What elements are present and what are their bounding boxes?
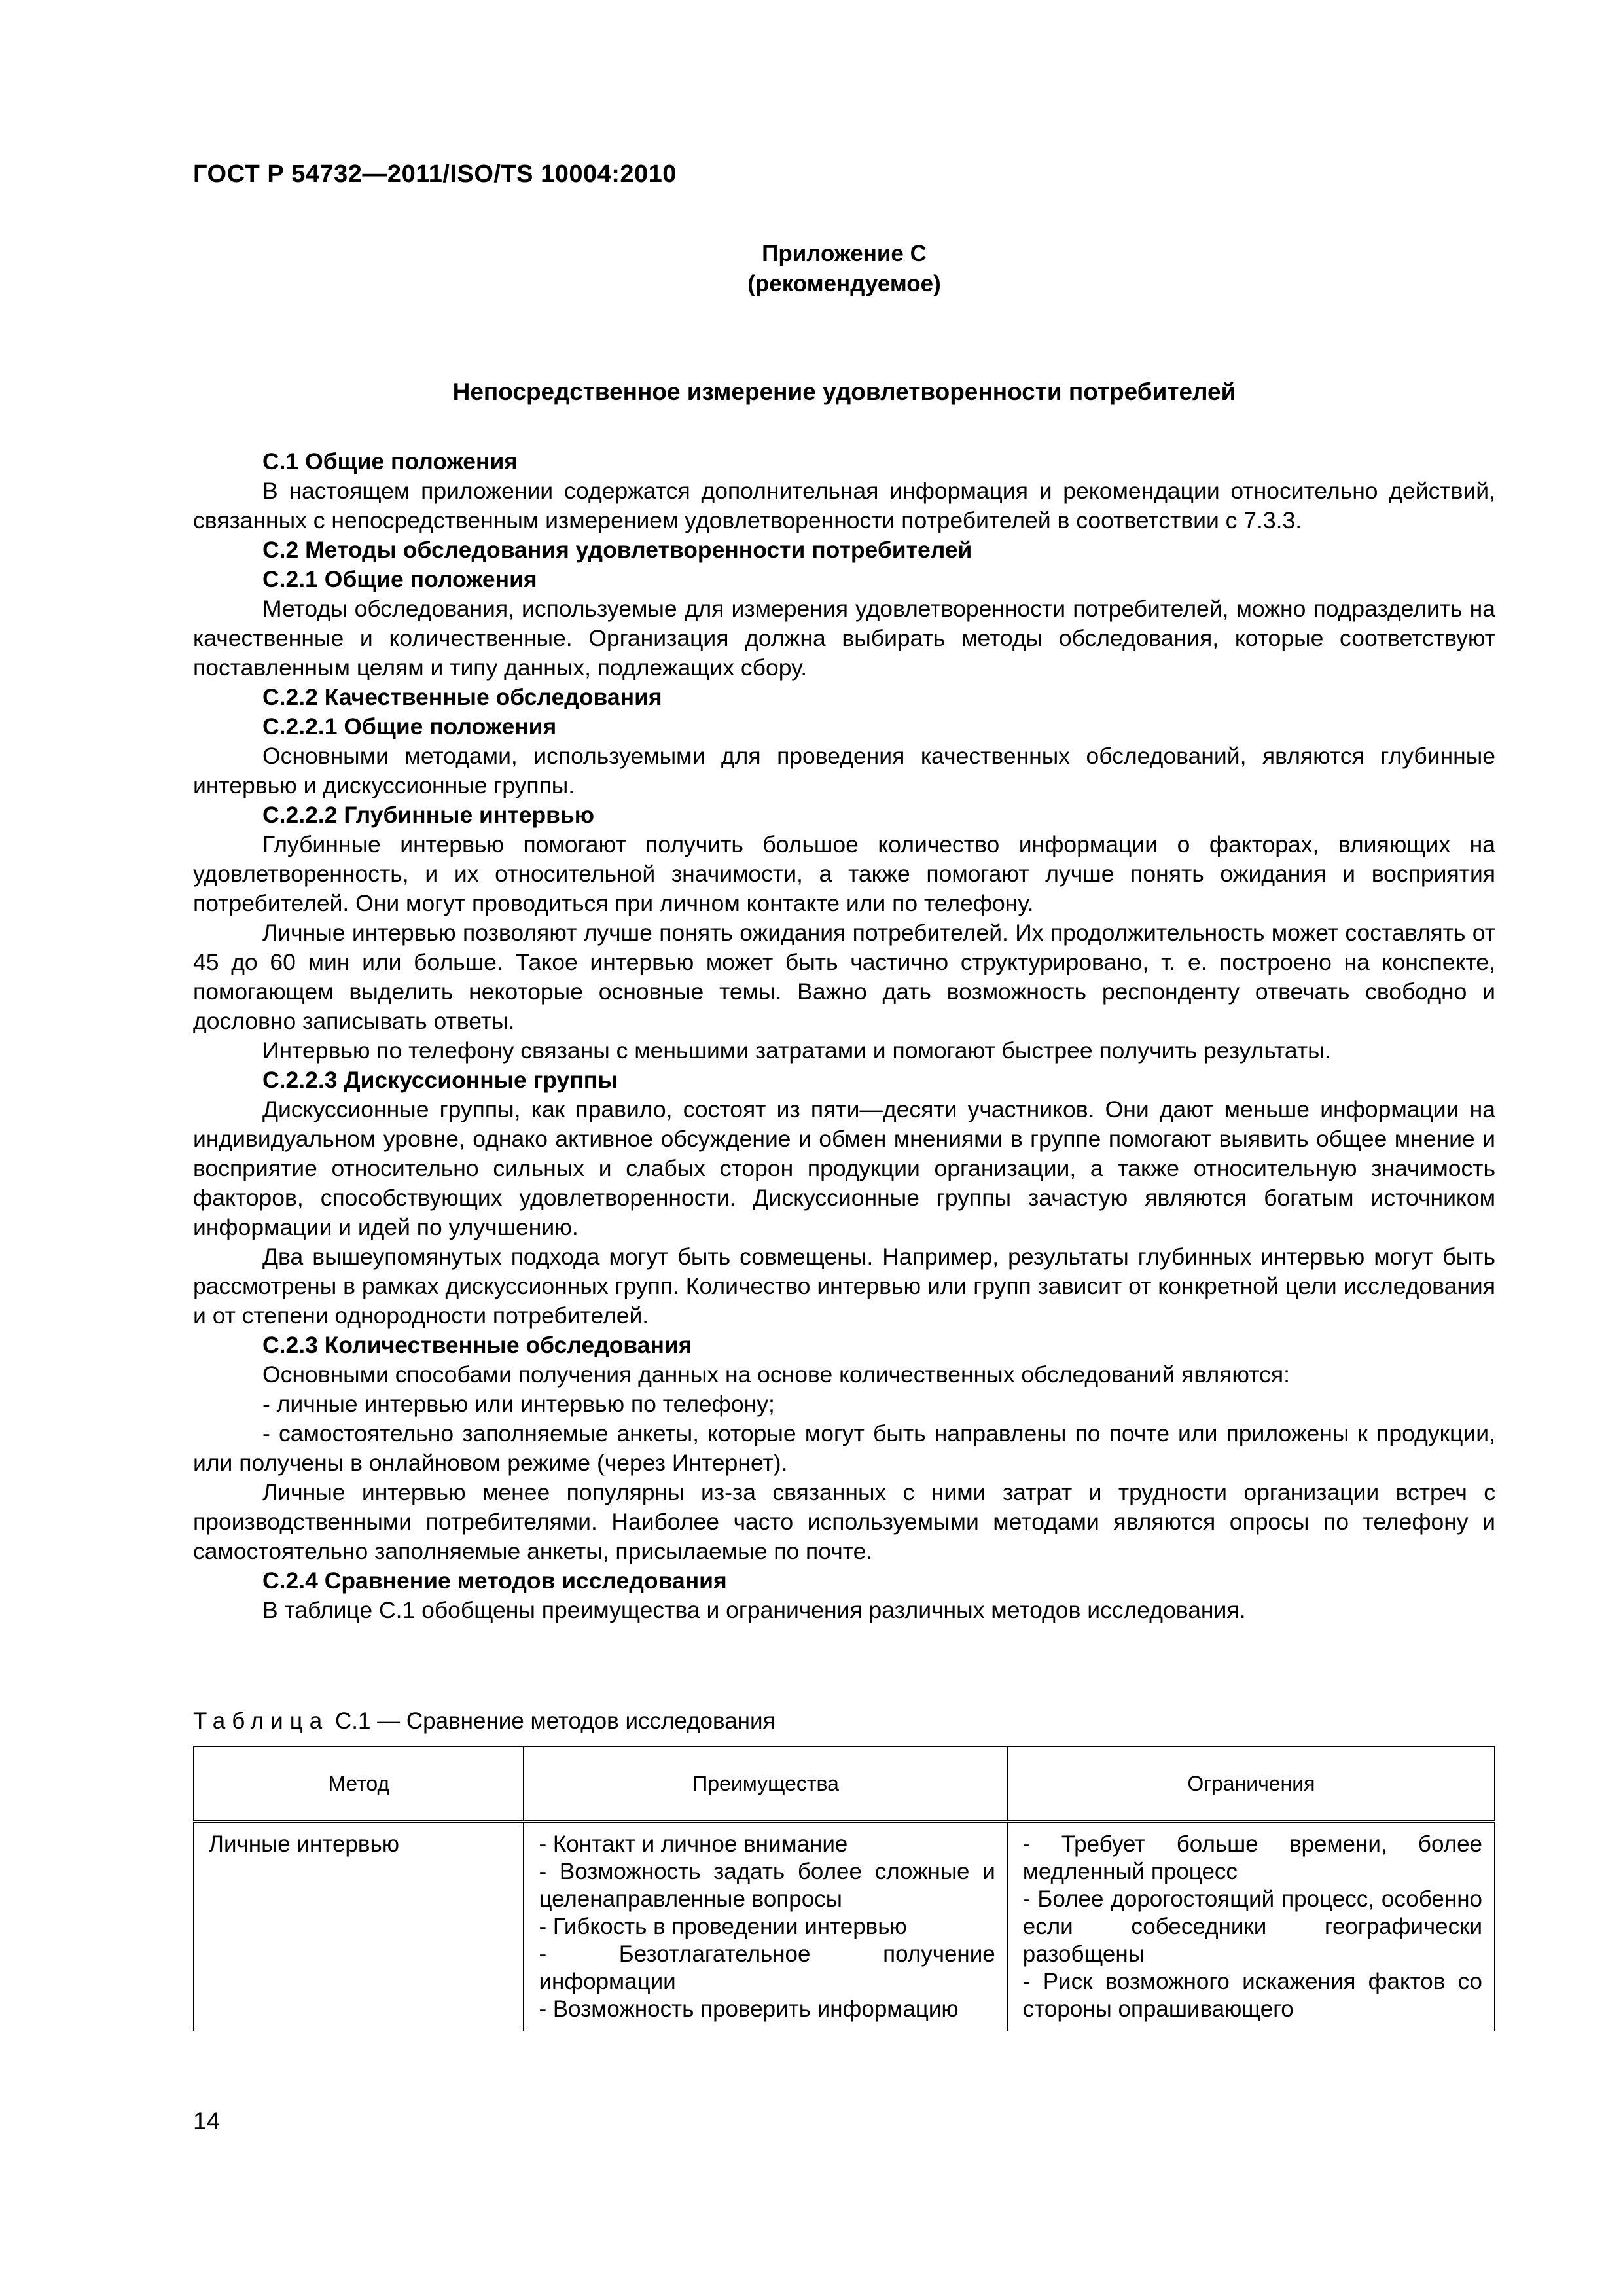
advantage-item: - Возможность задать более сложные и целенаправленные вопросы — [539, 1859, 995, 1912]
section-heading-c2: С.2 Методы обследования удовлетворенности потребителей — [262, 537, 972, 563]
limitation-item: - Риск возможного искажения фактов со стороны опрашивающего — [1022, 1969, 1482, 2022]
paragraph: Дискуссионные группы, как правило, состоят из пяти—десяти участников. Они дают меньше информации на индивидуальном уровне, однако активное обсуждение и обмен мнениями в группе помогают выявить общее мнение и восприятие относительно сильных и слабых сторон продукции организации, а также относительную значимость факторов, способствующих удовлетворенности. Дискуссионные группы зачастую являются богатым источником информации и идей по улучшению. — [193, 1096, 1495, 1240]
limitation-item: - Требует больше времени, более медленный процесс — [1022, 1831, 1482, 1884]
limitation-item: - Более дорогостоящий процесс, особенно если собеседники географически разобщены — [1022, 1886, 1482, 1967]
paragraph: Основными методами, используемыми для проведения качественных обследований, являются глубинные интервью и дискуссионные группы. — [193, 743, 1495, 798]
paragraph: В настоящем приложении содержатся дополнительная информация и рекомендации относительно действий, связанных с непосредственным измерением удовлетворенности потребителей в соответствии с 7.3.3. — [193, 478, 1495, 533]
table-header-row — [194, 1746, 1495, 1821]
page-number: 14 — [193, 2108, 221, 2134]
table-row — [194, 1821, 1495, 2031]
table-header-cell: Метод — [194, 1746, 524, 1821]
list-item: - самостоятельно заполняемые анкеты, которые могут быть направлены по почте или приложены к продукции, или получены в онлайновом режиме (через Интернет). — [193, 1420, 1495, 1476]
table-cell-method — [194, 1821, 524, 2031]
section-heading-c222: С.2.2.2 Глубинные интервью — [262, 802, 595, 828]
table-header-cell: Преимущества — [524, 1746, 1007, 1821]
body-text — [193, 447, 1495, 1625]
table-cell-advantages — [524, 1821, 1007, 2031]
section-heading-c1: С.1 Общие положения — [262, 448, 518, 475]
advantage-item: - Возможность проверить информацию — [539, 1996, 959, 2022]
section-heading-c21: С.2.1 Общие положения — [262, 566, 537, 592]
paragraph: Методы обследования, используемые для измерения удовлетворенности потребителей, можно подразделить на качественные и количественные. Организация должна выбирать методы обследования, которые соответствуют поставленным целям и типу данных, подлежащих сбору. — [193, 596, 1495, 681]
table-caption — [193, 1708, 776, 1734]
paragraph: Два вышеупомянутых подхода могут быть совмещены. Например, результаты глубинных интервью могут быть рассмотрены в рамках дискуссионных групп. Количество интервью или групп зависит от конкретной цели исследования и от степени однородности потребителей. — [193, 1244, 1495, 1329]
method-name: Личные интервью — [209, 1831, 399, 1857]
paragraph: Основными способами получения данных на основе количественных обследований являются: — [262, 1361, 1290, 1388]
table-caption-prefix: Таблица — [193, 1708, 329, 1734]
table-caption-text: С.1 — Сравнение методов исследования — [329, 1708, 776, 1734]
appendix-label: Приложение С — [762, 241, 927, 266]
comparison-table — [193, 1746, 1495, 2031]
section-heading-c221: С.2.2.1 Общие положения — [262, 713, 557, 740]
document-header-id: ГОСТ Р 54732—2011/ISO/TS 10004:2010 — [193, 160, 677, 188]
appendix-title: Непосредственное измерение удовлетворенности потребителей — [452, 378, 1236, 405]
table-header-cell: Ограничения — [1008, 1746, 1495, 1821]
paragraph: Интервью по телефону связаны с меньшими затратами и помогают быстрее получить результаты. — [262, 1037, 1331, 1064]
section-heading-c23: С.2.3 Количественные обследования — [262, 1332, 692, 1358]
paragraph: Личные интервью менее популярны из-за связанных с ними затрат и трудности организации встреч с производственными потребителями. Наиболее часто используемыми методами являются опросы по телефону и самостоятельно заполняемые анкеты, присылаемые по почте. — [193, 1479, 1495, 1564]
document-page — [193, 0, 1495, 2296]
table-cell-limitations — [1008, 1821, 1495, 2031]
paragraph: В таблице С.1 обобщены преимущества и ограничения различных методов исследования. — [262, 1597, 1246, 1623]
paragraph: Личные интервью позволяют лучше понять ожидания потребителей. Их продолжительность может составлять от 45 до 60 мин или больше. Такое интервью может быть частично структурировано, т. е. построено на конспекте, помогающем выделить некоторые основные темы. Важно дать возможность респонденту отвечать свободно и дословно записывать ответы. — [193, 920, 1495, 1034]
advantage-item: - Безотлагательное получение информации — [539, 1941, 995, 1994]
advantage-item: - Гибкость в проведении интервью — [539, 1914, 907, 1939]
section-heading-c223: С.2.2.3 Дискуссионные группы — [262, 1067, 618, 1093]
appendix-status: (рекомендуемое) — [747, 271, 941, 296]
list-item: - личные интервью или интервью по телефону; — [262, 1391, 775, 1417]
section-heading-c22: С.2.2 Качественные обследования — [262, 684, 662, 710]
advantage-item: - Контакт и личное внимание — [539, 1831, 848, 1857]
section-heading-c24: С.2.4 Сравнение методов исследования — [262, 1568, 727, 1594]
paragraph: Глубинные интервью помогают получить большое количество информации о факторах, влияющих на удовлетворенность, и их относительной значимости, а также помогают лучше понять ожидания и восприятия потребителей. Они могут проводиться при личном контакте или по телефону. — [193, 831, 1495, 916]
